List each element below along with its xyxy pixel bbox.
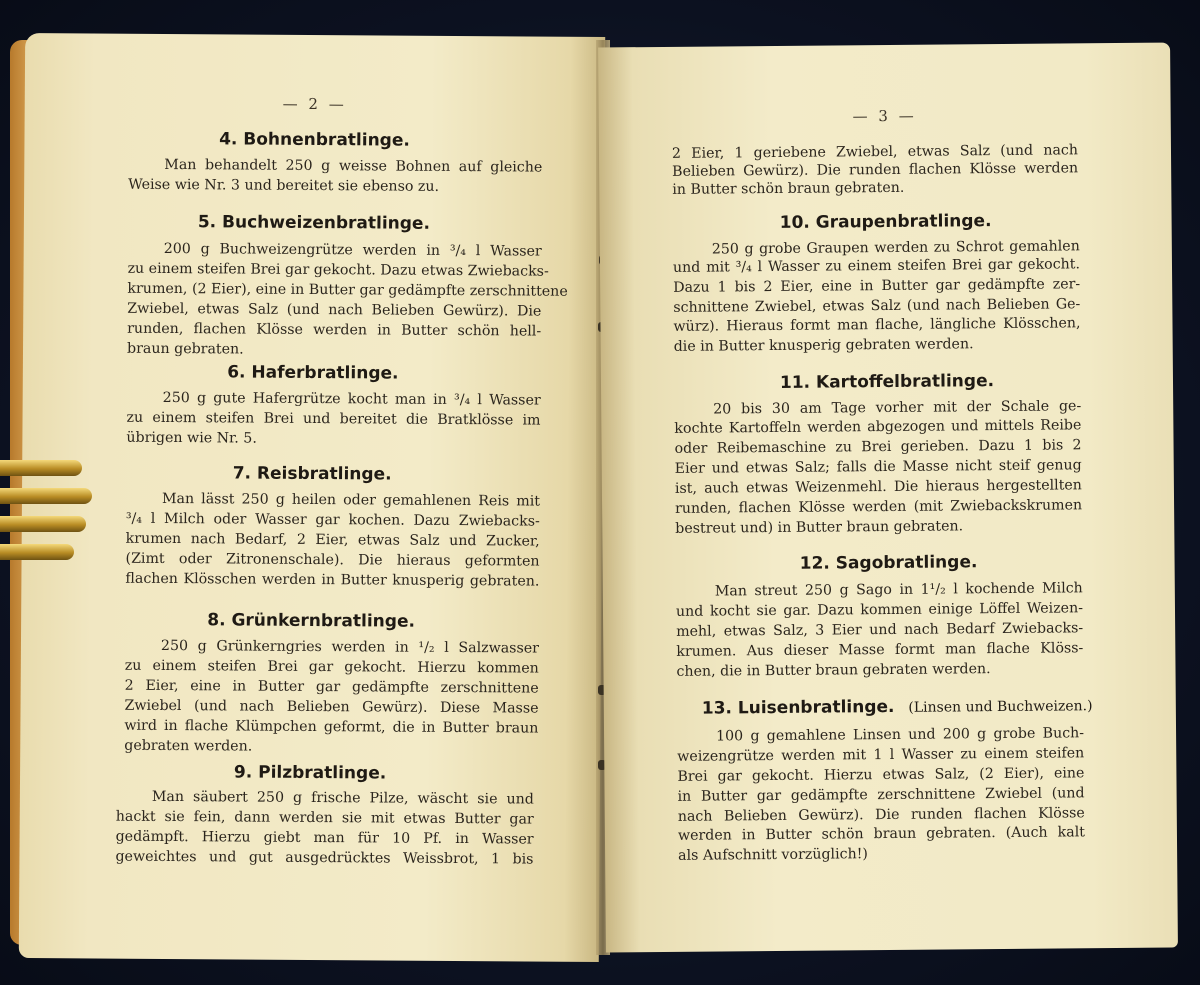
text-line: runden, flachen Klösse werden in Butter schön hell- [127,320,542,340]
text-line: und mit ³/₄ l Wasser zu einem steifen Brei gar gekocht. [672,256,1081,276]
text-line: geweichtes und gut ausgedrücktes Weissbrot, 1 bis [115,848,534,868]
text-line: Zwiebel, etwas Salz (und nach Belieben Gewürz). Die [127,300,542,320]
text-line: krumen, (2 Eier), eine in Butter gar gedämpfte zerschnittene [127,280,568,300]
right-page [598,43,1178,953]
section-title: 9. Pilzbratlinge. [233,762,387,784]
text-line: 2 Eier, 1 geriebene Zwiebel, etwas Salz (und nach [671,142,1079,162]
text-line: Man streut 250 g Sago in 1¹/₂ l kochende Milch [714,580,1083,600]
page-number: — 3 — [852,106,917,126]
text-line: 250 g grobe Graupen werden zu Schrot gemahlen [711,238,1080,258]
section-title: 4. Bohnenbratlinge. [219,129,410,151]
section-title: 10. Graupenbratlinge. [779,211,992,233]
text-line: 100 g gemahlene Linsen und 200 g grobe Buch- [716,725,1085,745]
section-title: 8. Grünkernbratlinge. [207,610,416,632]
text-line: gedämpft. Hierzu giebt man für 10 Pf. in Wasser [115,828,534,848]
text-line: (Zimt oder Zitronenschale). Die hieraus geformten [125,550,540,570]
text-line: runden, flachen Klösse werden (mit Zwiebackskrumen [675,497,1083,517]
text-line: 200 g Buchweizengrütze werden in ³/₄ l Wasser [163,240,542,260]
text-line: kochte Kartoffeln werden abgezogen und mittels Reibe [674,417,1082,437]
section-title: 7. Reisbratlinge. [232,463,392,485]
text-line: wird in flache Klümpchen geformt, die in Butter braun [124,717,539,737]
text-line: bestreut und) in Butter braun gebraten. [675,518,964,537]
text-line: in Butter gar gedämpfte zerschnittene Zwiebel (und [677,785,1085,805]
text-line: 250 g Grünkerngries werden in ¹/₂ l Salzwasser [160,637,540,657]
text-line: Man lässt 250 g heilen oder gemahlenen Reis mit [161,490,541,510]
text-line: zu einem steifen Brei und bereitet die Bratklösse im [126,409,541,429]
text-line: Weise wie Nr. 3 und bereitet sie ebenso zu. [128,176,440,195]
text-line: oder Reibemaschine zu Brei gerieben. Dazu 1 bis 2 [674,437,1082,457]
section-title: 5. Buchweizenbratlinge. [197,212,431,234]
text-line: als Aufschnitt vorzüglich!) [678,846,868,864]
section-title: 12. Sagobratlinge. [799,552,978,574]
text-line: nach Belieben Gewürz). Die runden flachen Klösse [677,805,1085,825]
text-line: übrigen wie Nr. 5. [126,429,257,447]
text-line: weizengrütze werden mit 1 l Wasser zu einem steifen [677,745,1085,765]
text-line: hackt sie fein, dann werden sie mit etwas Butter gar [115,808,534,828]
text-line: Dazu 1 bis 2 Eier, eine in Butter gar gedämpfte zer- [673,276,1081,296]
brass-clip [0,458,95,583]
text-line: 20 bis 30 am Tage vorher mit der Schale ge- [713,398,1082,418]
text-line: krumen. Aus dieser Masse formt man flache Klöss- [676,640,1084,660]
text-line: schnittene Zwiebel, etwas Salz (und nach Belieben Ge- [673,296,1081,316]
section-note: (Linsen und Buchweizen.) [908,698,1093,716]
text-line: in Butter schön braun gebraten. [672,179,905,198]
text-line: gebraten werden. [124,737,253,755]
text-line: Belieben Gewürz). Die runden flachen Klösse werden [672,160,1079,180]
page-number: — 2 — [282,94,347,114]
text-line: die in Butter knusperig gebraten werden. [673,336,974,355]
text-line: krumen nach Bedarf, 2 Eier, etwas Salz und Zucker, [125,530,540,550]
left-page [19,33,605,962]
text-line: flachen Klösschen werden in Butter knusperig gebraten. [125,570,540,590]
text-line: zu einem steifen Brei gar gekocht. Dazu etwas Zwiebacks- [127,260,549,280]
text-line: und kocht sie gar. Dazu kommen einige Löffel Weizen- [675,600,1084,620]
section-title: 11. Kartoffelbratlinge. [779,371,995,393]
text-line: chen, die in Butter braun gebraten werden. [676,661,991,680]
text-line: ³/₄ l Milch oder Wasser gar kochen. Dazu Zwiebacks- [125,510,540,530]
section-title: 6. Haferbratlinge. [227,362,399,384]
text-line: werden in Butter schön braun gebraten. (Auch kalt [677,824,1085,844]
text-line: Man behandelt 250 g weisse Bohnen auf gleiche [164,156,543,176]
text-line: ist, auch etwas Weizenmehl. Die hieraus hergestellten [674,477,1082,497]
text-line: zu einem steifen Brei gar gekocht. Hierzu kommen [124,657,539,677]
text-line: Man säubert 250 g frische Pilze, wäscht sie und [151,788,534,808]
text-line: Zwiebel (und nach Belieben Gewürz). Diese Masse [124,697,539,717]
text-line: Brei gar gekocht. Hierzu etwas Salz, (2 Eier), eine [677,765,1085,785]
text-line: würz). Hieraus formt man flache, längliche Klösschen, [673,315,1081,335]
text-line: 2 Eier, eine in Butter gar gedämpfte zerschnittene [124,677,539,697]
text-line: Eier und etwas Salz; falls die Masse nicht steif genug [674,457,1082,477]
text-line: mehl, etwas Salz, 3 Eier und nach Bedarf Zwiebacks- [676,620,1084,640]
text-line: 250 g gute Hafergrütze kocht man in ³/₄ l Wasser [162,389,541,409]
text-line: braun gebraten. [126,340,244,358]
section-title: 13. Luisenbratlinge. [701,696,895,719]
section-title-with-note [702,695,1093,718]
